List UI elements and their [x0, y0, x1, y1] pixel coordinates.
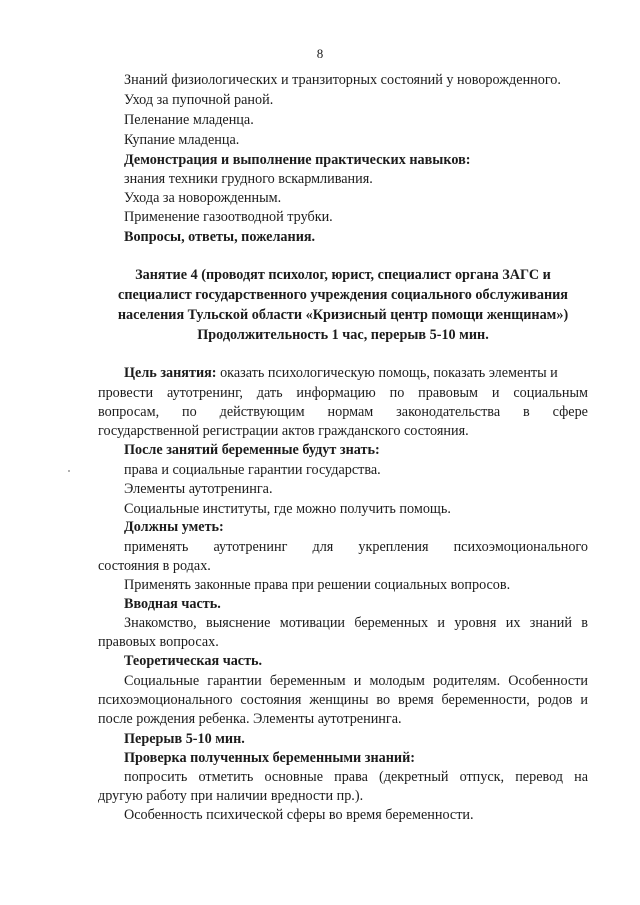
text-line: Применять законные права при решении социальных вопросов.: [124, 577, 511, 593]
section-heading: Демонстрация и выполнение практических навыков:: [124, 152, 471, 168]
scan-speck: [68, 470, 70, 472]
text-line: Элементы аутотренинга.: [124, 481, 273, 497]
text-line: вопросам, по действующим нормам законодательства в сфере: [98, 404, 588, 420]
section-heading: Перерыв 5-10 мин.: [124, 731, 245, 747]
text-line: другую работу при наличии вредности пр.).: [98, 788, 364, 804]
page-number: 8: [316, 46, 324, 61]
text-line: права и социальные гарантии государства.: [124, 462, 381, 478]
text-line: применять аутотренинг для укрепления психоэмоционального: [124, 539, 588, 555]
text-line: знания техники грудного вскармливания.: [124, 171, 373, 187]
goal-text: оказать психологическую помощь, показать элементы и: [216, 365, 558, 381]
text-line: состояния в родах.: [98, 558, 211, 574]
section-heading: Должны уметь:: [124, 519, 224, 535]
lesson-title-line: Продолжительность 1 час, перерыв 5-10 мин.: [197, 327, 489, 343]
lesson-title-line: специалист государственного учреждения социального обслуживания: [118, 287, 568, 303]
text-line: провести аутотренинг, дать информацию по правовым и социальным: [98, 385, 588, 401]
text-line: Купание младенца.: [124, 132, 240, 148]
section-heading: Проверка полученных беременными знаний:: [124, 750, 415, 766]
text-line: Социальные гарантии беременным и молодым родителям. Особенности: [124, 673, 588, 689]
text-line: Ухода за новорожденным.: [124, 190, 282, 206]
goal-label: Цель занятия:: [124, 365, 217, 381]
text-line: Социальные институты, где можно получить помощь.: [124, 501, 451, 517]
text-line: государственной регистрации актов гражданского состояния.: [98, 423, 469, 439]
section-heading: Вопросы, ответы, пожелания.: [124, 229, 316, 245]
text-line: психоэмоционального состояния женщины во время беременности, родов и: [98, 692, 588, 708]
text-line: Применение газоотводной трубки.: [124, 209, 333, 225]
goal-first-line: [124, 364, 558, 383]
section-heading: После занятий беременные будут знать:: [124, 442, 380, 458]
section-heading: Теоретическая часть.: [124, 653, 263, 669]
text-line: правовых вопросах.: [98, 634, 219, 650]
text-line: Уход за пупочной раной.: [124, 92, 274, 108]
text-line: после рождения ребенка. Элементы аутотренинга.: [98, 711, 402, 727]
section-heading: Вводная часть.: [124, 596, 221, 612]
text-line: Знакомство, выяснение мотивации беременных и уровня их знаний в: [124, 615, 588, 631]
lesson-title-line: населения Тульской области «Кризисный центр помощи женщинам»): [117, 307, 569, 323]
text-line: Особенность психической сферы во время беременности.: [124, 807, 474, 823]
text-line: Знаний физиологических и транзиторных состояний у новорожденного.: [124, 72, 561, 88]
text-line: попросить отметить основные права (декретный отпуск, перевод на: [124, 769, 588, 785]
lesson-title-line: Занятие 4 (проводят психолог, юрист, специалист органа ЗАГС и: [135, 267, 551, 283]
text-line: Пеленание младенца.: [124, 112, 254, 128]
